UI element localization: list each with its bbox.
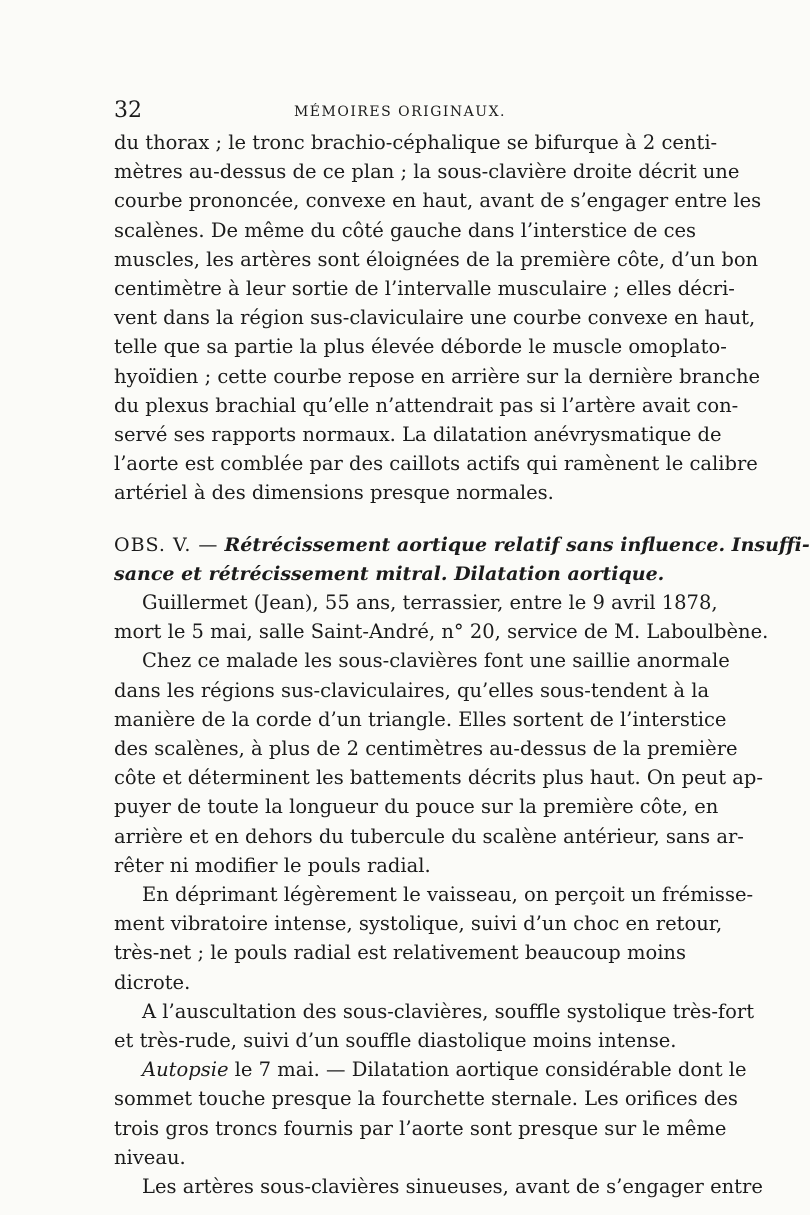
text-line: mètres au-dessus de ce plan ; la sous-clavière droite décrit une (114, 160, 740, 183)
observation-heading (114, 530, 810, 560)
autopsie-label: Autopsie (142, 1058, 229, 1081)
text-line: du plexus brachial qu’elle n’attendrait pas si l’artère avait con- (114, 394, 739, 417)
text-line: ment vibratoire intense, systolique, suivi d’un choc en retour, (114, 912, 723, 935)
text-line: Les artères sous-clavières sinueuses, avant de s’engager entre (142, 1175, 763, 1198)
text-line: rêter ni modifier le pouls radial. (114, 854, 431, 877)
text-line: En déprimant légèrement le vaisseau, on perçoit un frémisse- (142, 883, 754, 906)
running-title: MÉMOIRES ORIGINAUX. (293, 104, 507, 120)
text-line: très-net ; le pouls radial est relativement beaucoup moins (114, 941, 686, 964)
text-line: dicrote. (114, 971, 191, 994)
text-line: courbe prononcée, convexe en haut, avant de s’engager entre les (114, 189, 762, 212)
page-header (114, 98, 686, 128)
text-line: du thorax ; le tronc brachio-céphalique se bifurque à 2 centi- (114, 131, 718, 154)
observation-heading-cont (114, 559, 686, 589)
text-line: muscles, les artères sont éloignées de la première côte, d’un bon (114, 248, 759, 271)
observation-label: OBS. V. — (114, 534, 219, 556)
text-line: centimètre à leur sortie de l’intervalle musculaire ; elles décri- (114, 277, 735, 300)
text-line: arrière et en dehors du tubercule du scalène antérieur, sans ar- (114, 825, 744, 848)
text-line: mort le 5 mai, salle Saint-André, n° 20, service de M. Laboulbène. (114, 620, 769, 643)
autopsie-line (142, 1055, 747, 1085)
text-line: servé ses rapports normaux. La dilatation anévrysmatique de (114, 423, 722, 446)
text-line: et très-rude, suivi d’un souffle diastolique moins intense. (114, 1029, 677, 1052)
text-line: sommet touche presque la fourchette sternale. Les orifices des (114, 1087, 738, 1110)
text-line: hyoïdien ; cette courbe repose en arrière sur la dernière branche (114, 365, 761, 388)
autopsie-text: le 7 mai. — Dilatation aortique considérable dont le (228, 1058, 747, 1081)
text-line: puyer de toute la longueur du pouce sur la première côte, en (114, 795, 719, 818)
text-line: des scalènes, à plus de 2 centimètres au-dessus de la première (114, 737, 738, 760)
text-line: vent dans la région sus-claviculaire une courbe convexe en haut, (114, 306, 756, 329)
text-line: Chez ce malade les sous-clavières font une saillie anormale (142, 649, 730, 672)
observation-title-cont: sance et rétrécissement mitral. Dilatation aortique. (114, 563, 665, 585)
text-line: niveau. (114, 1146, 186, 1169)
text-line: côte et déterminent les battements décrits plus haut. On peut ap- (114, 766, 763, 789)
text-line: scalènes. De même du côté gauche dans l’interstice de ces (114, 219, 697, 242)
text-line: manière de la corde d’un triangle. Elles sortent de l’interstice (114, 708, 727, 731)
page-number: 32 (114, 98, 142, 123)
text-line: l’aorte est comblée par des caillots actifs qui ramènent le calibre (114, 452, 758, 475)
observation-title: Rétrécissement aortique relatif sans influence. Insuffi- (224, 534, 810, 556)
text-line: Guillermet (Jean), 55 ans, terrassier, entre le 9 avril 1878, (142, 591, 718, 614)
text-line: trois gros troncs fournis par l’aorte sont presque sur le même (114, 1117, 727, 1140)
text-line: A l’auscultation des sous-clavières, souffle systolique très-fort (142, 1000, 755, 1023)
text-line: artériel à des dimensions presque normales. (114, 481, 554, 504)
text-line: telle que sa partie la plus élevée déborde le muscle omoplato- (114, 335, 727, 358)
text-line: dans les régions sus-claviculaires, qu’elles sous-tendent à la (114, 679, 710, 702)
